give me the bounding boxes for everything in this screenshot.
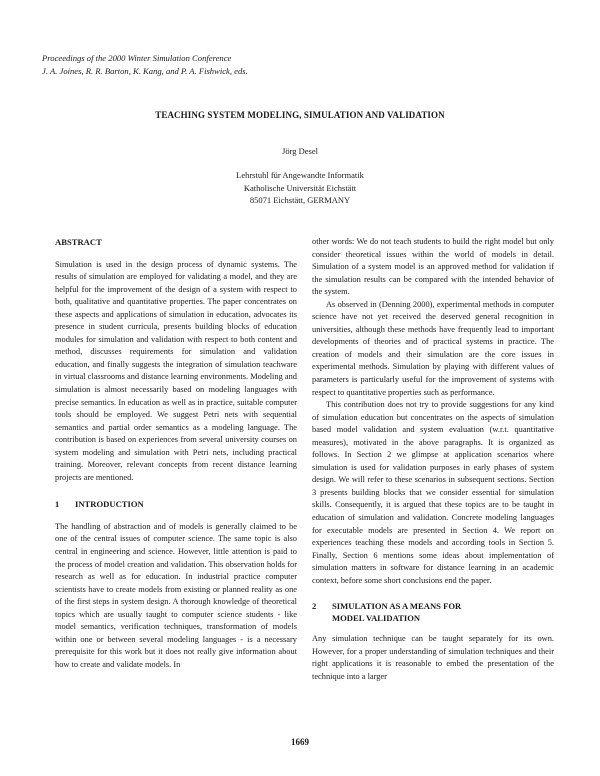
section-number: 1 xyxy=(55,499,60,510)
proceedings-line-1: Proceedings of the 2000 Winter Simulation Conference xyxy=(42,53,232,63)
affiliation xyxy=(0,169,600,207)
paragraph: other words: We do not teach students to build the right model but only consider theoretical issues within the world of models in detail. Simulation of a system model is an approved method for validation if the simulation results can be compared with the intended behavior of the system. xyxy=(312,237,554,297)
paragraph: As observed in (Denning 2000), experimental methods in computer science have not yet received the deserved general recognition in universities, although these methods have frequently lead to important developments of theories and of practical systems in practice. The creation of models and their simulation are the core issues in experimental methods. Simulation by playing with different values of parameters is particularly useful for the improvement of systems with respect to quantitative properties such as performance. xyxy=(312,299,554,397)
abstract-text: Simulation is used in the design process of dynamic systems. The results of simulation are employed for validating a model, and they are helpful for the improvement of the design of a system with respect to both, qualitative and quantitative properties. The paper concentrates on these aspects and applications of simulation in education, advocates its presence in student curricula, presents building blocks of education modules for simulation and validation with respect to both content and method, discusses requirements for simulation and validation education, and finally suggests the integration of simulation teachware in virtual classrooms and distance learning environments. Modeling and simulation is almost necessarily based on modeling languages with precise semantics. In education as well as in practice, suitable computer tools should be employed. We suggest Petri nets with sequential semantics and partial order semantics as a modeling language. The contribution is based on experiences from several university courses on system modeling and simulation with Petri nets, including practical training. Moreover, relevant concepts from recent distance learning projects are mentioned. xyxy=(55,259,297,482)
section-title: INTRODUCTION xyxy=(75,499,144,510)
abstract-heading: ABSTRACT xyxy=(55,237,102,247)
section-2-text: Any simulation technique can be taught separately for its own. However, for a proper understanding of simulation techniques and their right applications it is reasonable to embed the presentation of the technique into a larger xyxy=(312,634,554,681)
section-1-text: The handling of abstraction and of models is generally claimed to be one of the central issues of computer science. The same topic is also central in engineering and science. However, little attention is paid to the process of model creation and validation. This observation holds for research as well as for education. In industrial practice computer scientists have to create models from existing or planned reality as one of the first steps in system design. A thorough knowledge of theoretical topics which are usually taught to computer science students - like model semantics, verification techniques, transformation of models within one or between several modeling languages - is a necessary prerequisite for this work but it does not really give information about how to create and validate models. In xyxy=(55,521,297,669)
left-column xyxy=(55,236,297,672)
author-name: Jörg Desel xyxy=(282,146,318,156)
proceedings-line-2: J. A. Joines, R. R. Barton, K. Kang, and P. A. Fishwick, eds. xyxy=(42,65,248,76)
paragraph: This contribution does not try to provide suggestions for any kind of simulation education but concentrates on the aspects of simulation based model validation and system evaluation (w.r.t. quantitative measures), motivated in the above paragraphs. It is organized as follows. In Section 2 we glimpse at application scenarios where simulation is used for validation purposes in early phases of system design. We will refer to these scenarios in subsequent sections. Section 3 presents building blocks that we consider essential for simulation skills. Consequently, it is argued that these topics are to be taught in education of simulation and validation. Concrete modeling languages for executable models are presented in Section 4. We report on experiences teaching these models and according tools in Section 5. Finally, Section 6 mentions some ideas about implementation of simulation matters in software for distance learning in an academic context, before some short conclusions end the paper. xyxy=(312,400,554,585)
section-title-line-2: MODEL VALIDATION xyxy=(332,612,421,623)
right-column xyxy=(312,236,554,684)
section-number: 2 xyxy=(312,601,317,612)
proceedings-header xyxy=(42,52,248,77)
affiliation-line: 85071 Eichstätt, GERMANY xyxy=(249,195,351,205)
paper-title: TEACHING SYSTEM MODELING, SIMULATION AND VALIDATION xyxy=(155,110,445,120)
section-1-heading xyxy=(55,498,297,511)
affiliation-line: Lehrstuhl für Angewandte Informatik xyxy=(236,170,364,180)
affiliation-line: Katholische Universität Eichstätt xyxy=(243,182,357,193)
page-number: 1669 xyxy=(291,737,309,747)
section-title-line-1: SIMULATION AS A MEANS FOR xyxy=(332,601,462,612)
section-2-heading xyxy=(312,601,554,624)
